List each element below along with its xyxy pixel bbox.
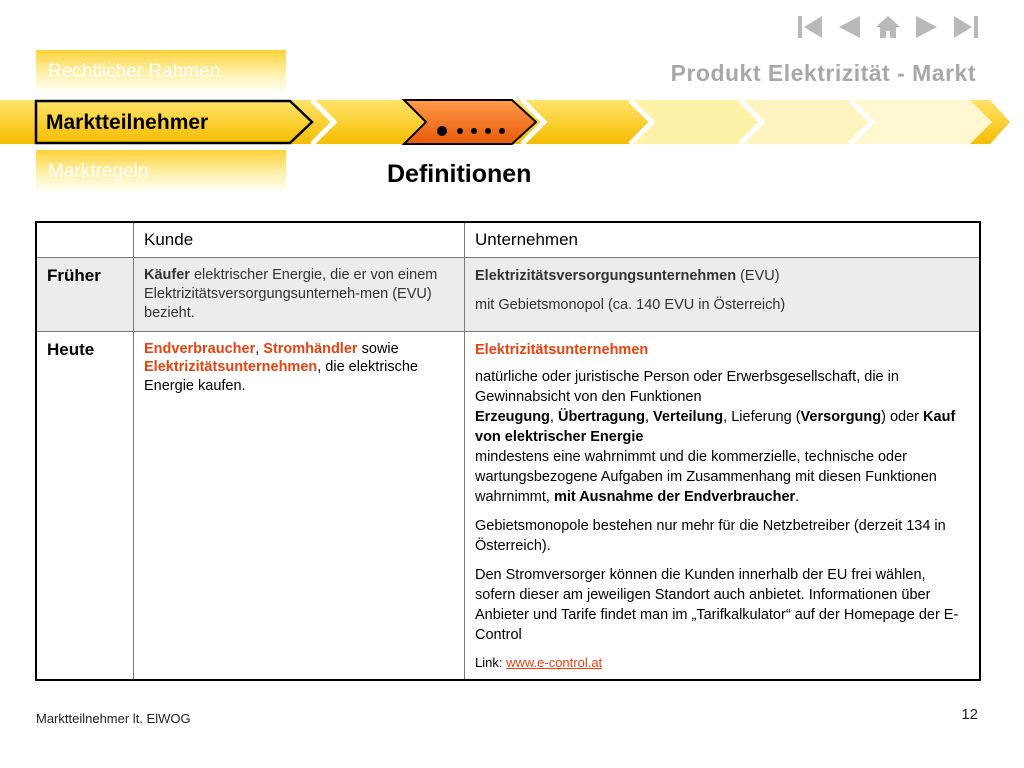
stromversorger-text: Den Stromversorger können die Kunden innerhalb der EU frei wählen, sofern dieser am jeweiligen Standort auch anbietet. Informationen über Anbieter und Tarife findet man im „Tarifkalkulator“ auf der Homepage der E-Control	[475, 566, 959, 643]
previous-page-icon[interactable]	[836, 14, 862, 40]
oder-text: ) oder	[881, 408, 924, 425]
separator-text: ,	[255, 340, 264, 357]
table-header-row	[36, 222, 980, 258]
header-kunde: Kunde	[134, 222, 465, 258]
ausnahme-term: mit Ausnahme der Endverbraucher	[553, 488, 796, 505]
evu-term: Elektrizitätsversorgungsunternehmen	[475, 268, 737, 284]
link-line	[475, 654, 969, 672]
e-control-link[interactable]: www.e-control.at	[506, 654, 603, 670]
evu-abbrev: (EVU)	[736, 268, 780, 284]
header-unternehmen: Unternehmen	[465, 222, 981, 258]
row-label-frueher: Früher	[36, 258, 134, 332]
last-page-icon[interactable]	[952, 14, 980, 40]
header-empty-cell	[36, 222, 134, 258]
erzeugung-term: Erzeugung	[475, 408, 550, 425]
kunde-heute-definition: , die elektrische Energie kaufen.	[144, 359, 418, 395]
progress-dot	[471, 128, 477, 134]
stromhaendler-term: Stromhändler	[263, 340, 358, 357]
product-title: Produkt Elektrizität - Markt	[670, 60, 976, 86]
separator-text: ,	[644, 408, 654, 425]
lieferung-text: , Lieferung (	[723, 408, 801, 425]
unternehmen-heading: Elektrizitätsunternehmen	[475, 341, 649, 358]
kauf-term: Kauf von elektrischer Energie	[475, 408, 956, 445]
first-page-icon[interactable]	[796, 14, 824, 40]
tab-marktregeln-label: Marktregeln	[48, 161, 149, 182]
definitions-table	[35, 221, 981, 681]
page-title: Definitionen	[387, 160, 532, 188]
navigation-controls	[796, 14, 980, 40]
verteilung-term: Verteilung	[653, 408, 724, 425]
frueher-unternehmen-cell	[465, 258, 981, 332]
next-page-icon[interactable]	[914, 14, 940, 40]
heute-kunde-cell	[134, 331, 465, 680]
tab-rechtlicher-rahmen-label: Rechtlicher Rahmen	[48, 61, 221, 82]
page-number: 12	[961, 706, 978, 723]
frueher-kunde-cell	[134, 258, 465, 332]
endverbraucher-term: Endverbraucher	[144, 340, 256, 357]
sowie-text: sowie	[357, 340, 399, 357]
uebertragung-term: Übertragung	[557, 408, 645, 425]
tab-rechtlicher-rahmen[interactable]	[36, 50, 286, 94]
elektrizitaetsunternehmen-term: Elektrizitätsunternehmen	[144, 359, 318, 376]
progress-dot	[499, 128, 505, 134]
definition-part: mindestens eine wahrnimmt und die kommerzielle, technische oder wartungsbezogene Aufgaben im Zusammenhang mit diesen Funktionen wahrnimmt,	[475, 448, 937, 505]
footer-caption: Marktteilnehmer lt. ElWOG	[36, 711, 191, 726]
progress-dot	[457, 128, 463, 134]
separator-text: ,	[549, 408, 558, 425]
gebietsmonopole-text: Gebietsmonopole bestehen nur mehr für die Netzbetreiber (derzeit 134 in Österreich).	[475, 517, 946, 554]
heute-unternehmen-cell	[465, 331, 981, 680]
home-icon[interactable]	[874, 14, 902, 40]
gebietsmonopol-text: mit Gebietsmonopol (ca. 140 EVU in Österreich)	[475, 297, 786, 313]
period-text: .	[795, 488, 800, 505]
unternehmen-definition	[475, 367, 969, 507]
tab-marktregeln[interactable]	[36, 150, 286, 194]
kaeufer-term: Käufer	[144, 267, 190, 283]
definition-part: natürliche oder juristische Person oder Erwerbsgesellschaft, die in Gewinnabsicht von den Funktionen	[475, 368, 899, 405]
progress-dot	[485, 128, 491, 134]
table-row-frueher	[36, 258, 980, 332]
kaeufer-definition: elektrischer Energie, die er von einem Elektrizitätsversorgungsunterneh-men (EVU) bezieht.	[144, 267, 438, 321]
row-label-heute: Heute	[36, 331, 134, 680]
versorgung-term: Versorgung	[800, 408, 882, 425]
active-section-label[interactable]: Marktteilnehmer	[46, 111, 209, 134]
link-label: Link:	[475, 654, 507, 670]
progress-dot-active	[437, 126, 447, 136]
table-row-heute	[36, 331, 980, 680]
